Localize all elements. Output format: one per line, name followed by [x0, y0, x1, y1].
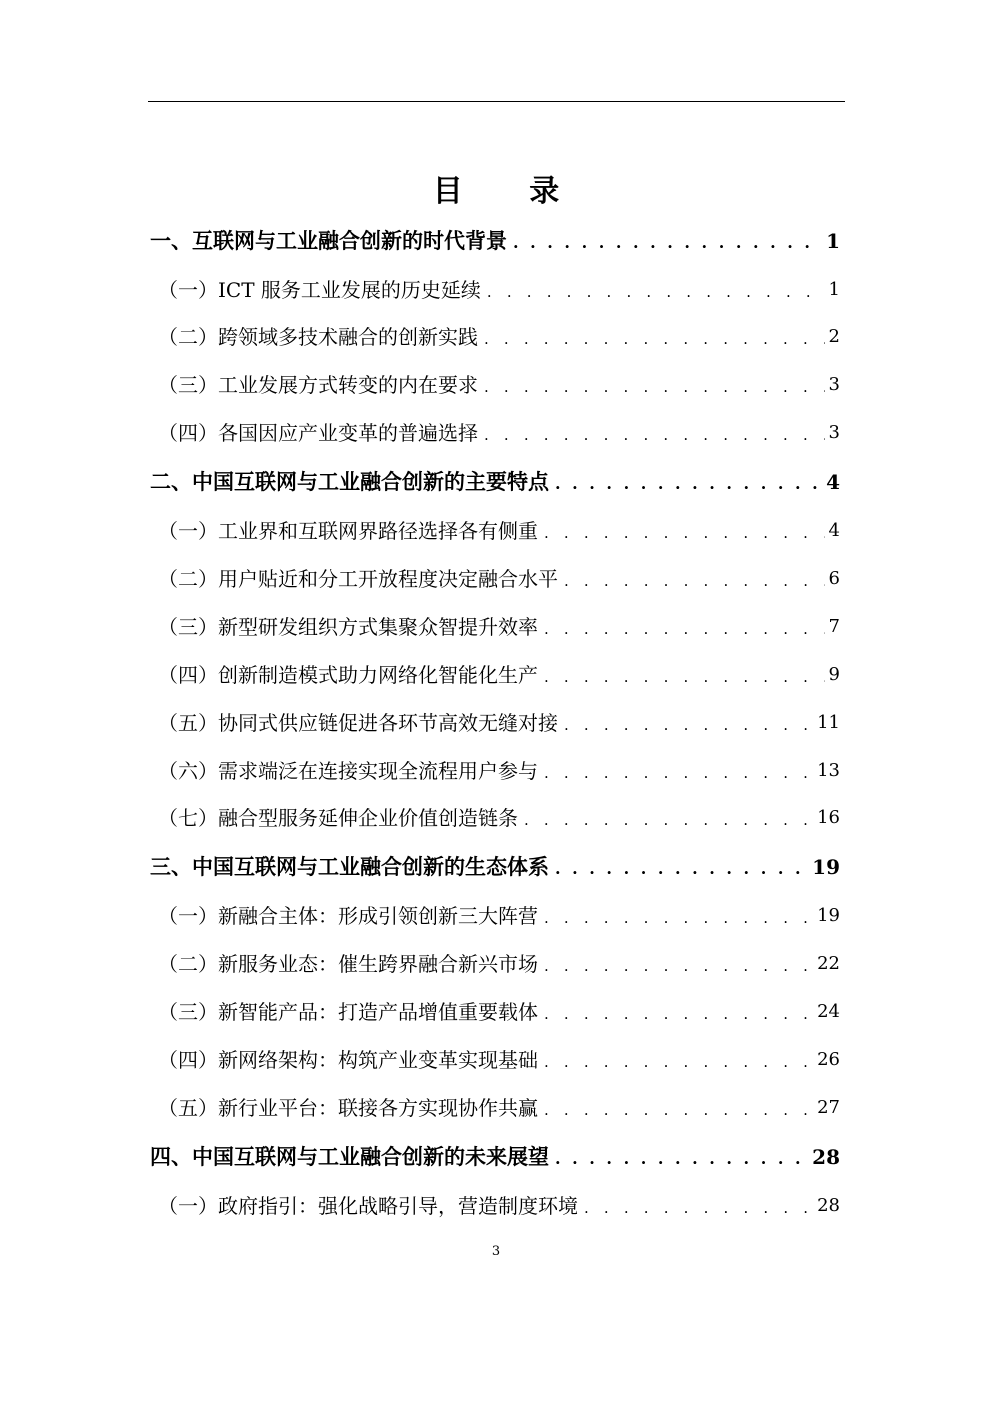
toc-entry-text: （四）新网络架构：构筑产业变革实现基础 [158, 1048, 538, 1072]
toc-entry-page: 26 [817, 1049, 840, 1070]
toc-entry[interactable] [150, 1045, 840, 1075]
toc-entry[interactable] [150, 275, 840, 305]
toc-entry-page: 9 [828, 664, 840, 685]
dot-leader [478, 374, 825, 400]
toc-entry-text: （三）工业发展方式转变的内在要求 [158, 373, 478, 397]
toc-entry-page: 19 [817, 905, 840, 926]
toc-entry[interactable] [150, 708, 840, 738]
toc-entry-text: （四）创新制造模式助力网络化智能化生产 [158, 663, 538, 687]
dot-leader [549, 1146, 808, 1172]
toc-entry-text: （一）ICT 服务工业发展的历史延续 [158, 278, 481, 302]
toc-entry[interactable] [150, 1191, 840, 1221]
dot-leader [538, 520, 825, 546]
dot-leader [481, 279, 825, 305]
toc-entry[interactable] [150, 901, 840, 931]
toc-entry[interactable] [150, 418, 840, 448]
toc-entry[interactable] [150, 1093, 840, 1123]
toc-title: 目 录 [432, 174, 588, 209]
toc-entry-text: （一）政府指引：强化战略引导，营造制度环境 [158, 1194, 578, 1218]
toc-entry-page: 7 [828, 616, 840, 637]
dot-leader [538, 905, 813, 931]
toc-entry-text: （三）新智能产品：打造产品增值重要载体 [158, 1000, 538, 1024]
toc-entry-text: （二）跨领域多技术融合的创新实践 [158, 325, 478, 349]
toc-entry-text: （一）新融合主体：形成引领创新三大阵营 [158, 904, 538, 928]
toc-entry-page: 11 [817, 712, 840, 733]
dot-leader [538, 664, 825, 690]
toc-entry-page: 6 [828, 568, 840, 589]
toc-entry[interactable] [150, 949, 840, 979]
dot-leader [507, 230, 822, 256]
dot-leader [558, 568, 825, 594]
toc-entry[interactable] [150, 756, 840, 786]
toc-entry[interactable] [150, 1142, 840, 1172]
toc-entry-page: 13 [817, 760, 840, 781]
dot-leader [478, 422, 825, 448]
page-number: 3 [491, 1244, 501, 1259]
toc-entry-text: 三、中国互联网与工业融合创新的生态体系 [150, 855, 549, 879]
toc-entry-text: （四）各国因应产业变革的普遍选择 [158, 421, 478, 445]
toc-entry-text: 一、互联网与工业融合创新的时代背景 [150, 229, 507, 253]
toc-entry[interactable] [150, 612, 840, 642]
toc-entry-text: （三）新型研发组织方式集聚众智提升效率 [158, 615, 538, 639]
dot-leader [538, 1049, 813, 1075]
toc-entry-text: （二）用户贴近和分工开放程度决定融合水平 [158, 567, 558, 591]
header-rule [148, 101, 845, 102]
toc-entry-text: （二）新服务业态：催生跨界融合新兴市场 [158, 952, 538, 976]
dot-leader [538, 760, 813, 786]
toc-entry-text: （一）工业界和互联网界路径选择各有侧重 [158, 519, 538, 543]
toc-entry-text: （六）需求端泛在连接实现全流程用户参与 [158, 759, 538, 783]
dot-leader [538, 1097, 813, 1123]
toc-entry-page: 24 [817, 1001, 840, 1022]
toc-entry-page: 19 [812, 855, 840, 879]
toc-entry[interactable] [150, 467, 840, 497]
toc-entry[interactable] [150, 226, 840, 256]
toc-entry-page: 4 [828, 520, 840, 541]
toc-entry-page: 16 [817, 807, 840, 828]
dot-leader [518, 807, 813, 833]
toc-entry-page: 1 [828, 279, 840, 300]
toc-entry[interactable] [150, 564, 840, 594]
toc-entry-page: 3 [828, 374, 840, 395]
toc-entry-text: 四、中国互联网与工业融合创新的未来展望 [150, 1145, 549, 1169]
toc-entry-page: 4 [826, 470, 840, 494]
toc-entry[interactable] [150, 997, 840, 1027]
dot-leader [478, 326, 825, 352]
toc-entry[interactable] [150, 803, 840, 833]
toc-entry[interactable] [150, 370, 840, 400]
dot-leader [549, 856, 808, 882]
toc-entry-text: （五）协同式供应链促进各环节高效无缝对接 [158, 711, 558, 735]
dot-leader [538, 616, 825, 642]
toc-entry-page: 2 [828, 326, 840, 347]
dot-leader [558, 712, 813, 738]
toc-entry-page: 1 [826, 229, 840, 253]
toc-entry[interactable] [150, 852, 840, 882]
dot-leader [578, 1195, 813, 1221]
dot-leader [538, 1001, 813, 1027]
toc-entry-page: 22 [817, 953, 840, 974]
toc-entry[interactable] [150, 516, 840, 546]
toc-entry-text: （五）新行业平台：联接各方实现协作共赢 [158, 1096, 538, 1120]
dot-leader [538, 953, 813, 979]
toc-entry-page: 28 [817, 1195, 840, 1216]
toc-entry[interactable] [150, 660, 840, 690]
toc-entry-page: 28 [812, 1145, 840, 1169]
toc-entry-text: 二、中国互联网与工业融合创新的主要特点 [150, 470, 549, 494]
toc-entry-page: 3 [828, 422, 840, 443]
toc-entry[interactable] [150, 322, 840, 352]
toc-entry-text: （七）融合型服务延伸企业价值创造链条 [158, 806, 518, 830]
dot-leader [549, 471, 822, 497]
toc-entry-page: 27 [817, 1097, 840, 1118]
